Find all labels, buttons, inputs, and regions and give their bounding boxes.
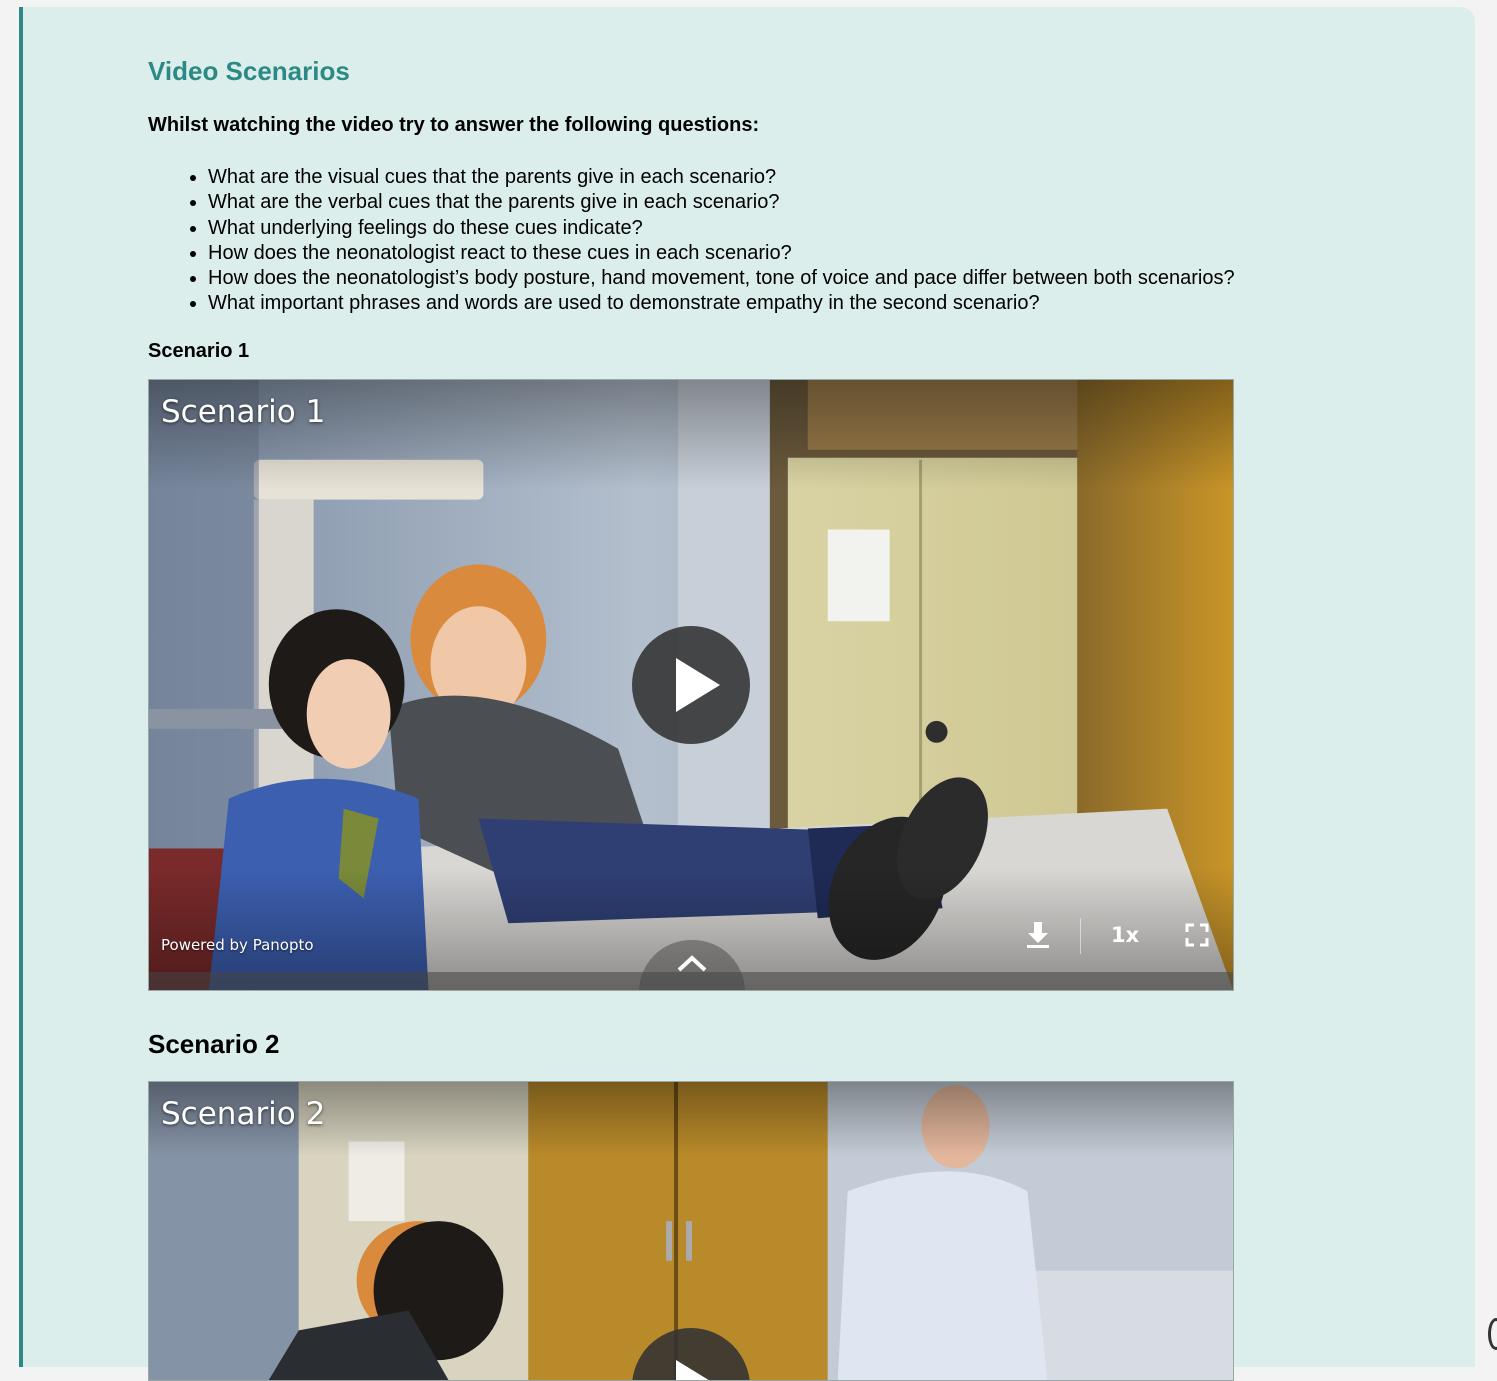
scenario-2-heading: Scenario 2 <box>148 1029 280 1059</box>
content-panel <box>19 7 1475 1367</box>
question-item: • What are the visual cues that the parents give in each scenario? <box>208 165 1235 190</box>
download-icon <box>1025 921 1051 949</box>
intro-text: Whilst watching the video try to answer the following questions: <box>148 114 760 136</box>
video-title: Scenario 2 <box>161 1096 326 1132</box>
question-item: • How does the neonatologist’s body posture, hand movement, tone of voice and pace differ between both scenarios? <box>208 266 1235 291</box>
question-item: • What are the verbal cues that the parents give in each scenario? <box>208 190 1235 215</box>
play-button[interactable] <box>632 626 750 744</box>
play-icon <box>632 626 750 744</box>
download-button[interactable] <box>1025 921 1051 949</box>
video-player-scenario-2[interactable] <box>148 1081 1234 1381</box>
question-item: • What important phrases and words are used to demonstrate empathy in the second scenario? <box>208 291 1235 316</box>
control-divider <box>1080 918 1081 954</box>
scenario-1-heading: Scenario 1 <box>148 340 250 362</box>
play-button[interactable] <box>632 1328 750 1381</box>
page-edge-marker <box>1488 1318 1497 1350</box>
play-icon <box>632 1328 750 1381</box>
playback-speed-button[interactable]: 1x <box>1111 923 1140 947</box>
section-title: Video Scenarios <box>148 56 350 86</box>
question-item: • What underlying feelings do these cues indicate? <box>208 216 1235 241</box>
question-list <box>148 165 1235 317</box>
question-item: • How does the neonatologist react to these cues in each scenario? <box>208 241 1235 266</box>
powered-by-label: Powered by Panopto <box>161 936 314 954</box>
video-player-scenario-1[interactable] <box>148 379 1234 991</box>
video-title: Scenario 1 <box>161 394 326 430</box>
progress-bar[interactable] <box>149 972 1233 990</box>
fullscreen-icon <box>1185 923 1209 947</box>
fullscreen-button[interactable] <box>1185 923 1209 947</box>
